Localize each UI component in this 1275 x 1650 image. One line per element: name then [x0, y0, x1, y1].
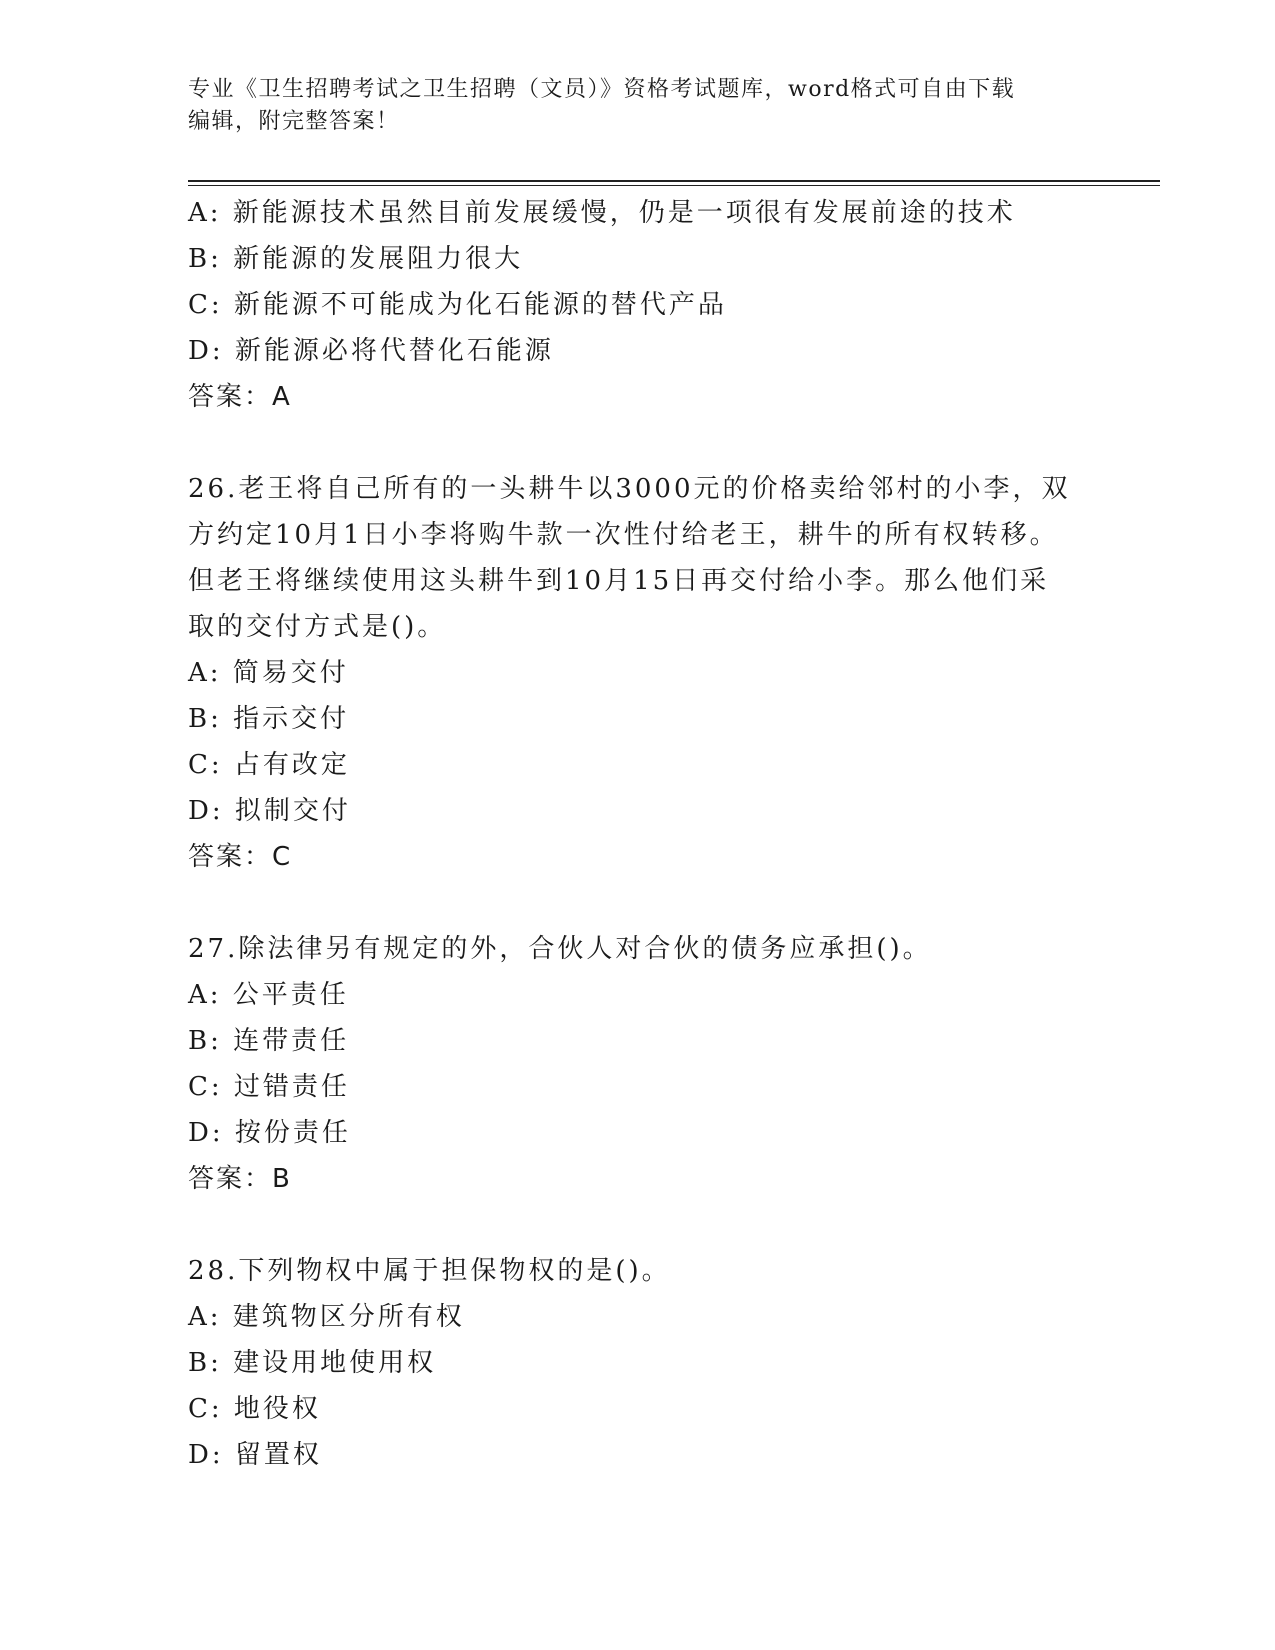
option-b: B: 连带责任 — [188, 1026, 350, 1056]
option-d: D: 按份责任 — [188, 1118, 351, 1148]
option-c: C: 地役权 — [188, 1394, 321, 1424]
option-c: C: 过错责任 — [188, 1072, 350, 1102]
header-rule-thick — [188, 180, 1160, 182]
question-stem-line: 取的交付方式是()。 — [188, 612, 447, 642]
header-line-2: 编辑，附完整答案！ — [188, 109, 400, 134]
option-b: B: 新能源的发展阻力很大 — [188, 244, 524, 274]
option-c: C: 占有改定 — [188, 750, 350, 780]
option-a: A: 建筑物区分所有权 — [188, 1302, 465, 1332]
question-stem-line: 但老王将继续使用这头耕牛到10月15日再交付给小李。那么他们采 — [188, 566, 1050, 596]
option-a: A: 公平责任 — [188, 980, 349, 1010]
question-stem-line: 28.下列物权中属于担保物权的是()。 — [188, 1256, 671, 1286]
option-a: A: 新能源技术虽然目前发展缓慢，仍是一项很有发展前途的技术 — [188, 198, 1016, 228]
document-header — [188, 74, 1068, 138]
header-rule-thin — [188, 185, 1160, 186]
option-a: A: 简易交付 — [188, 658, 349, 688]
spacer — [188, 1202, 1088, 1248]
spacer — [188, 420, 1088, 466]
question-stem-line: 方约定10月1日小李将购牛款一次性付给老王，耕牛的所有权转移。 — [188, 520, 1059, 550]
header-line-1: 专业《卫生招聘考试之卫生招聘（文员）》资格考试题库，word格式可自由下载 — [188, 77, 1016, 102]
question-26 — [188, 466, 1088, 880]
question-stem-line: 27.除法律另有规定的外，合伙人对合伙的债务应承担()。 — [188, 934, 932, 964]
option-d: D: 新能源必将代替化石能源 — [188, 336, 554, 366]
option-b: B: 指示交付 — [188, 704, 350, 734]
question-stem-line: 26.老王将自己所有的一头耕牛以3000元的价格卖给邻村的小李，双 — [188, 474, 1071, 504]
option-b: B: 建设用地使用权 — [188, 1348, 437, 1378]
option-c: C: 新能源不可能成为化石能源的替代产品 — [188, 290, 727, 320]
answer: 答案：B — [188, 1164, 292, 1194]
answer: 答案：C — [188, 842, 293, 872]
answer: 答案：A — [188, 382, 292, 412]
option-d: D: 留置权 — [188, 1440, 322, 1470]
question-28 — [188, 1248, 1088, 1478]
option-d: D: 拟制交付 — [188, 796, 351, 826]
question-list — [188, 190, 1088, 1478]
spacer — [188, 880, 1088, 926]
question-25 — [188, 190, 1088, 420]
question-27 — [188, 926, 1088, 1202]
